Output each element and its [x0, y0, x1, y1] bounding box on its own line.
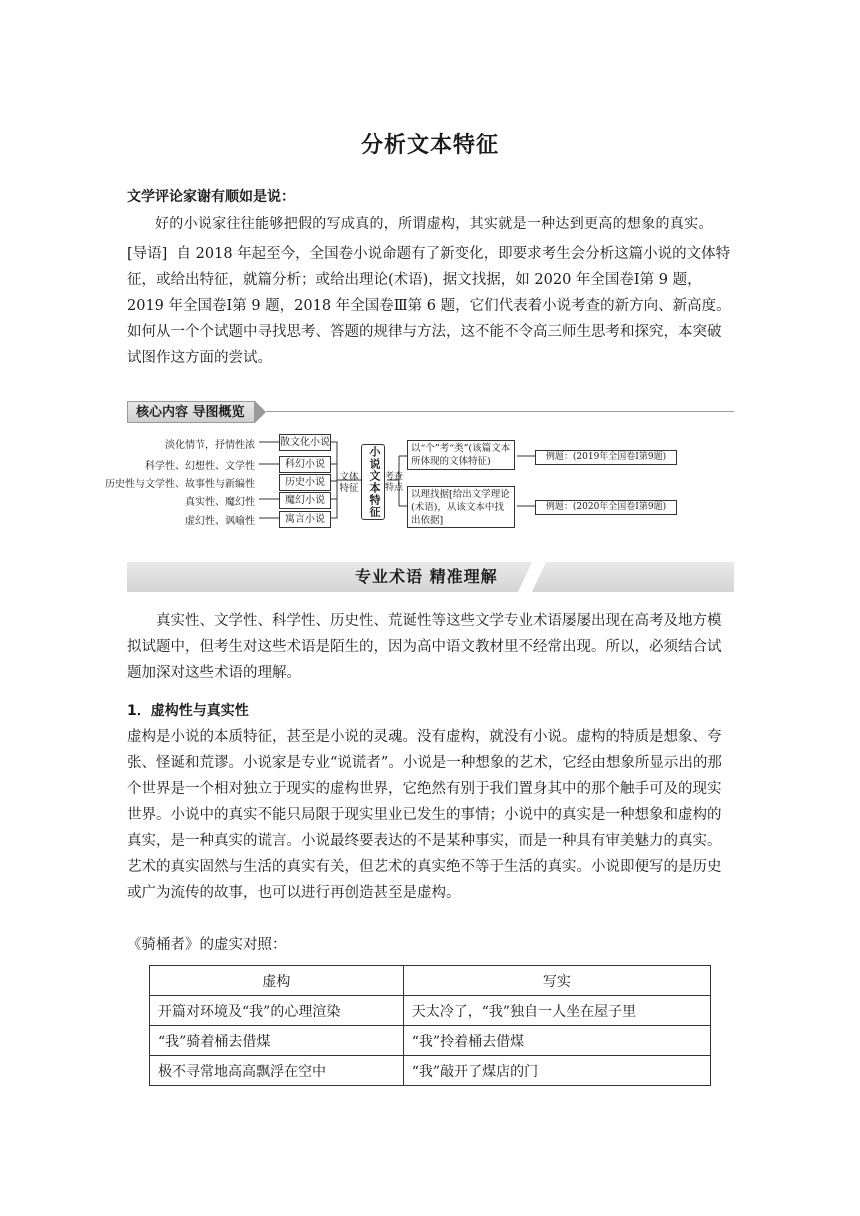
center-node: 小说文本特征 [361, 444, 385, 520]
table-header: 写实 [403, 966, 710, 996]
divider [266, 411, 734, 412]
table-row [150, 1026, 711, 1056]
feature-label: 文体特征 [339, 472, 359, 494]
genre-box-3: 历史小说 [279, 474, 331, 491]
table-row [150, 996, 711, 1026]
table-cell: 开篇对环境及“我”的心理渲染 [150, 996, 404, 1026]
method-box-1: 以“个”考“类”(该篇文本所体现的文体特征) [407, 440, 515, 470]
guide-label: [导语] [127, 246, 168, 262]
genre-box-4: 魔幻小说 [279, 492, 331, 509]
diagram-label-5: 虚幻性、讽喻性 [185, 516, 255, 527]
example-box-1: 例题：(2019年全国卷Ⅰ第9题) [535, 450, 677, 465]
diagram-label-4: 真实性、魔幻性 [185, 497, 255, 508]
table-cell: “我”敲开了煤店的门 [403, 1056, 710, 1086]
genre-box-2: 科幻小说 [279, 456, 331, 473]
table-cell: 天太冷了，“我”独自一人坐在屋子里 [403, 996, 710, 1026]
table-cell: “我”骑着桶去借煤 [150, 1026, 404, 1056]
page-title: 分析文本特征 [360, 133, 499, 158]
intro-paragraph: 真实性、文学性、科学性、历史性、荒诞性等这些文学专业术语屡屡出现在高考及地方模拟试题中，但考生对这些术语是陌生的，因为高中语文教材里不经常出现。所以，必须结合试题加深对这些术语的理解。 [127, 613, 722, 681]
table-row [150, 1056, 711, 1086]
mind-map-diagram [105, 430, 734, 550]
table-caption: 《骑桶者》的虚实对照： [127, 937, 287, 953]
body-paragraph: 虚构是小说的本质特征，甚至是小说的灵魂。没有虚构，就没有小说。虚构的特质是想象、夸张、怪诞和荒谬。小说家是专业“说谎者”。小说是一种想象的艺术，它经由想象所显示出的那个世界是一个相对独立于现实的虚构世界，它绝然有别于我们置身其中的那个触手可及的现实世界。小说中的真实不能只局限于现实里业已发生的事情；小说中的真实是一种想象和虚构的真实，是一种真实的谎言。小说最终要表达的不是某种事实，而是一种具有审美魅力的真实。艺术的真实固然与生活的真实有关，但艺术的真实绝不等于生活的真实。小说即便写的是历史或广为流传的故事，也可以进行再创造甚至是虚构。 [127, 729, 722, 901]
method-box-2: 以理找据[给出文学理论(术语)，从该文本中找出依据] [407, 486, 515, 528]
section-banner-overview [127, 401, 734, 423]
diagram-label-1: 淡化情节，抒情性浓 [165, 440, 255, 451]
table-header: 虚构 [150, 966, 404, 996]
banner-label: 核心内容 导图概览 [127, 401, 255, 423]
table-cell: 极不寻常地高高飘浮在空中 [150, 1056, 404, 1086]
exam-label: 考查特点 [384, 472, 403, 493]
genre-box-5: 寓言小说 [279, 511, 331, 528]
genre-box-1: 散文化小说 [279, 434, 331, 451]
table-cell: “我”拎着桶去借煤 [403, 1026, 710, 1056]
banner-label: 专业术语 精准理解 [355, 567, 498, 586]
example-box-2: 例题：(2020年全国卷Ⅰ第9题) [535, 500, 677, 515]
divider [518, 562, 546, 592]
quote-text: 好的小说家往往能够把假的写成真的，所谓虚构，其实就是一种达到更高的想象的真实。 [155, 216, 713, 232]
guide-paragraph [127, 241, 734, 371]
table-header-row [150, 966, 711, 996]
guide-text: 自 2018 年起至今，全国卷小说命题有了新变化，即要求考生会分析这篇小说的文体特征，或给出特征，就篇分析；或给出理论(术语)，据文找据，如 2020 年全国卷Ⅰ第 9 题，2019 年全国卷Ⅰ第 9 题，2018 年全国卷Ⅲ第 6 题，它们代表着小说考查的新方向、新高度。如何从一个个试题中寻找思考、答题的规律与方法，这不能不令高三师生思考和探究，本突破试图作这方面的尝试。 [127, 246, 731, 366]
comparison-table [149, 965, 711, 1086]
diagram-label-2: 科学性、幻想性、文学性 [145, 461, 255, 472]
quote-source: 文学评论家谢有顺如是说： [127, 189, 295, 205]
section-heading: 1．虚构性与真实性 [127, 703, 249, 719]
arrow-icon [255, 401, 266, 423]
section-banner-terms [127, 562, 734, 592]
diagram-label-3: 历史性与文学性、故事性与新编性 [105, 479, 255, 490]
